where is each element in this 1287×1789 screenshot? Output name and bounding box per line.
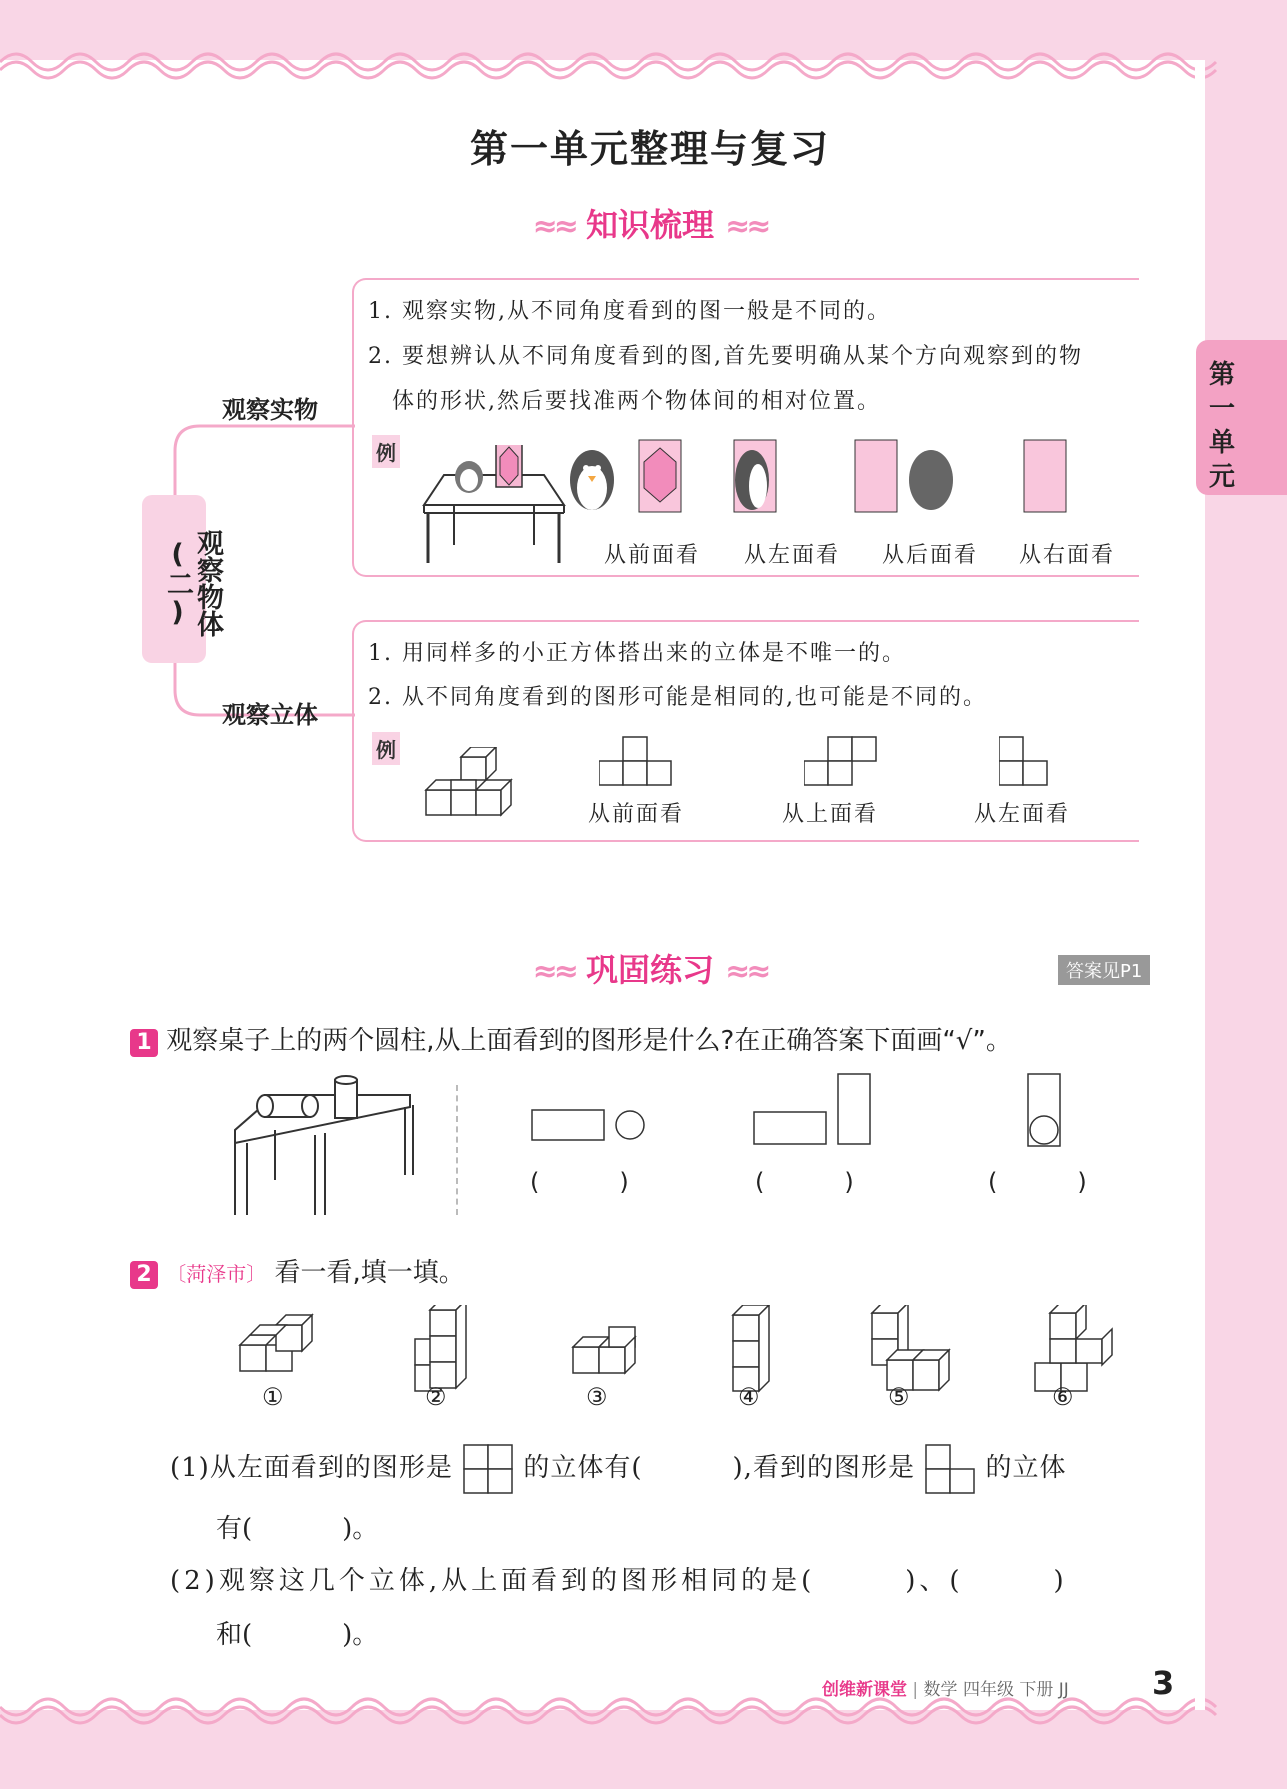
footer-brand: 创维新课堂 <box>822 1680 907 1700</box>
branch-label-real: 观察实物 <box>222 396 318 424</box>
solid-label-4: ④ <box>738 1383 760 1411</box>
solid-caption-front: 从前面看 <box>588 802 685 827</box>
sub2-text-c: ) <box>1053 1566 1068 1596</box>
wave-decoration-icon: ≈≈ <box>532 954 575 989</box>
option-b-figure <box>752 1072 882 1152</box>
bottom-wave-border <box>0 1695 1287 1735</box>
view-grid-3cell-icon <box>924 1443 976 1495</box>
answer-slot-c[interactable] <box>988 1168 1103 1196</box>
solid-caption-left: 从左面看 <box>974 802 1071 827</box>
wave-decoration-icon: ≈≈ <box>532 209 575 244</box>
footer: 创维新课堂 | 数学 四年级 下册 JJ <box>822 1680 1069 1700</box>
right-wave-border <box>1195 60 1215 1710</box>
branch2-box <box>352 620 1139 842</box>
sub1-text-e: 有( <box>216 1514 253 1544</box>
option-c-figure <box>1024 1072 1064 1152</box>
six-solids-figures <box>235 1305 1115 1395</box>
unit-side-tab <box>1196 340 1287 495</box>
paren-close: ) <box>619 1168 629 1196</box>
penguin-front-view <box>564 430 694 520</box>
sub1-text-d: 的立体 <box>985 1453 1067 1483</box>
sub2-text-b: )、( <box>905 1566 964 1596</box>
branch1-box <box>352 278 1139 577</box>
penguin-left-view <box>714 430 804 520</box>
sub-question-1-cont <box>216 1508 378 1545</box>
question-1 <box>130 1020 1012 1057</box>
section-title: 巩固练习 <box>585 951 714 989</box>
page-title: 第一单元整理与复习 <box>469 127 830 171</box>
penguin-back-view <box>849 430 969 520</box>
sub2-text-e: )。 <box>342 1620 379 1650</box>
branch2-item-1: 1. 用同样多的小正方体搭出来的立体是不唯一的。 <box>368 641 906 666</box>
paren-open: ( <box>755 1168 765 1196</box>
sub-question-2 <box>170 1560 1068 1597</box>
sub2-text-d: 和( <box>216 1620 253 1650</box>
solid-label-2: ② <box>425 1383 447 1411</box>
question-number: 1 <box>130 1029 158 1057</box>
sub1-text-a: (1)从左面看到的图形是 <box>170 1453 453 1483</box>
section-title: 知识梳理 <box>585 206 714 244</box>
question-2 <box>130 1252 465 1289</box>
question-2-text: 看一看,填一填。 <box>274 1258 465 1288</box>
view-caption-right: 从右面看 <box>1019 543 1116 568</box>
table-cylinders-illustration <box>230 1075 420 1220</box>
branch-label-solid: 观察立体 <box>222 701 318 729</box>
top-wave-border <box>0 40 1287 80</box>
cube-stack-figure <box>424 747 524 822</box>
paren-open: ( <box>988 1168 998 1196</box>
branch2-item-2: 2. 从不同角度看到的图形可能是相同的,也可能是不同的。 <box>368 685 987 710</box>
branch1-example-badge: 例 <box>372 435 400 468</box>
page-number: 3 <box>1152 1664 1175 1702</box>
question-1-text: 观察桌子上的两个圆柱,从上面看到的图形是什么?在正确答案下面画“√”。 <box>166 1026 1012 1056</box>
paren-close: ) <box>844 1168 854 1196</box>
unit-side-tab-label: 第一单元 <box>1208 360 1235 492</box>
option-a-figure <box>530 1105 650 1145</box>
branch1-item-1: 1. 观察实物,从不同角度看到的图一般是不同的。 <box>368 299 891 324</box>
solid-label-3: ③ <box>586 1383 608 1411</box>
sub-question-2-cont <box>216 1614 378 1651</box>
view-caption-left: 从左面看 <box>744 543 841 568</box>
penguin-right-view <box>1014 430 1074 520</box>
section-heading-knowledge <box>0 200 1287 246</box>
footer-meta: 数学 四年级 下册 JJ <box>923 1680 1069 1700</box>
wave-decoration-icon: ≈≈ <box>725 209 768 244</box>
left-view-grid <box>999 732 1069 792</box>
mindmap-root-label: 观察物体(二) <box>162 529 223 637</box>
solid-label-1: ① <box>262 1383 284 1411</box>
mindmap-root <box>142 495 223 663</box>
solid-caption-top: 从上面看 <box>782 802 879 827</box>
sub-question-1 <box>170 1443 1067 1495</box>
question-source: 〔菏泽市〕 <box>166 1262 267 1286</box>
sub1-text-c: ),看到的图形是 <box>732 1453 915 1483</box>
paren-open: ( <box>530 1168 540 1196</box>
top-view-grid <box>804 732 894 792</box>
left-view-grid-2x2-icon <box>462 1443 514 1495</box>
question-number: 2 <box>130 1261 158 1289</box>
paren-close: ) <box>1077 1168 1087 1196</box>
front-view-grid <box>599 732 689 792</box>
sub1-text-f: )。 <box>342 1514 379 1544</box>
answer-slot-a[interactable] <box>530 1168 645 1196</box>
branch1-item-3: 体的形状,然后要找准两个物体间的相对位置。 <box>392 389 881 414</box>
view-caption-front: 从前面看 <box>604 543 701 568</box>
wave-decoration-icon: ≈≈ <box>725 954 768 989</box>
table-penguin-illustration <box>414 445 574 565</box>
view-caption-back: 从后面看 <box>882 543 979 568</box>
branch1-item-2: 2. 要想辨认从不同角度看到的图,首先要明确从某个方向观察到的物 <box>368 344 1083 369</box>
answer-slot-b[interactable] <box>755 1168 870 1196</box>
branch2-example-badge: 例 <box>372 732 400 765</box>
solid-label-6: ⑥ <box>1052 1383 1074 1411</box>
divider <box>456 1085 458 1215</box>
answer-reference: 答案见P1 <box>1058 955 1150 985</box>
sub2-text-a: (2)观察这几个立体,从上面看到的图形相同的是( <box>170 1566 816 1596</box>
solid-label-5: ⑤ <box>888 1383 910 1411</box>
sub1-text-b: 的立体有( <box>523 1453 643 1483</box>
